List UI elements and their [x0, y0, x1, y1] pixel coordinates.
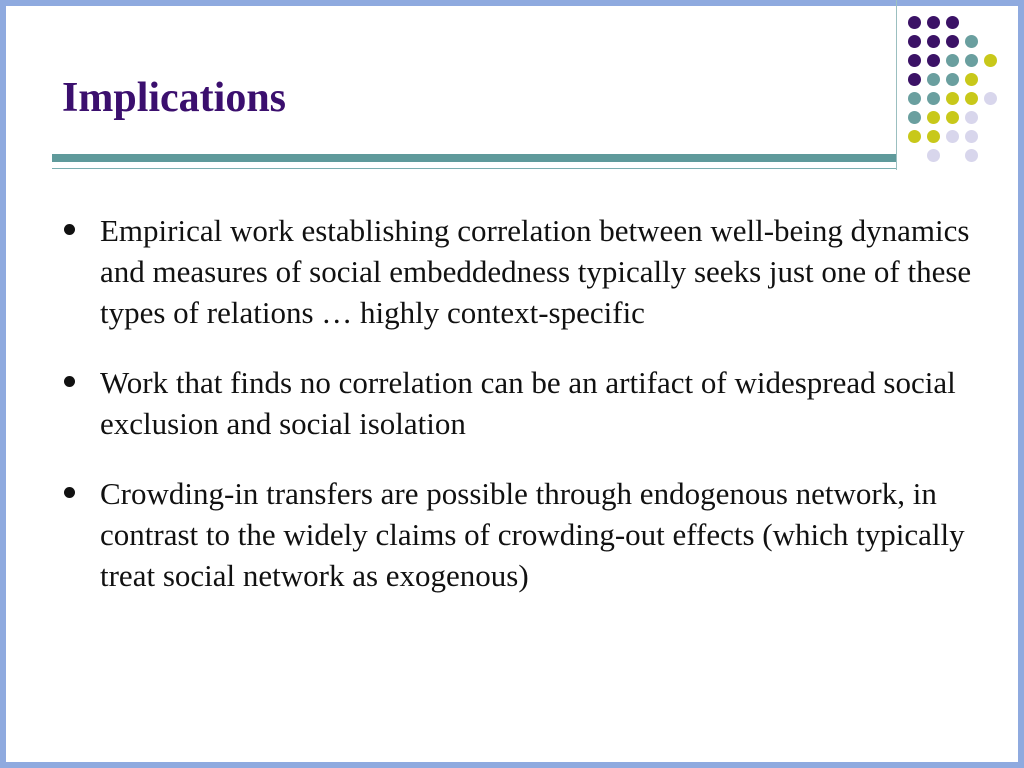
slide-title: Implications	[62, 75, 287, 121]
decor-dot	[908, 130, 921, 143]
decor-dot	[946, 92, 959, 105]
decor-dot	[908, 35, 921, 48]
bullet-dot-icon	[64, 487, 75, 498]
decor-dot	[946, 54, 959, 67]
decor-dot	[927, 73, 940, 86]
decor-dot	[908, 16, 921, 29]
decor-dot	[946, 130, 959, 143]
bullet-dot-icon	[64, 224, 75, 235]
decor-dot	[984, 92, 997, 105]
decor-dot	[927, 130, 940, 143]
decor-dot	[965, 130, 978, 143]
decor-dot	[908, 111, 921, 124]
bullet-text: Crowding-in transfers are possible through endogenous network, in contrast to the widely claims of crowding-out effects (which typically treat social network as exogenous)	[100, 476, 965, 593]
decor-dot	[965, 35, 978, 48]
bullet-list	[62, 210, 982, 625]
decor-dot	[927, 35, 940, 48]
decor-dot	[927, 111, 940, 124]
decor-dot	[984, 54, 997, 67]
decor-dot	[946, 111, 959, 124]
decor-dot	[965, 92, 978, 105]
decor-dot	[965, 54, 978, 67]
decor-dot	[908, 92, 921, 105]
decor-dot	[965, 111, 978, 124]
bullet-dot-icon	[64, 376, 75, 387]
dot-grid-icon	[900, 8, 1020, 168]
bullet-item	[62, 473, 982, 596]
decor-dot	[965, 73, 978, 86]
decor-dot	[927, 54, 940, 67]
bullet-item	[62, 362, 982, 444]
title-underline-thick	[52, 154, 896, 162]
decor-dot	[946, 73, 959, 86]
title-underline-thin	[52, 168, 896, 169]
decor-dot	[908, 54, 921, 67]
decor-dot	[946, 16, 959, 29]
bullet-text: Empirical work establishing correlation between well-being dynamics and measures of social embeddedness typically seeks just one of these types of relations … highly context-specific	[100, 213, 972, 330]
corner-divider-line	[896, 0, 897, 170]
decor-dot	[946, 35, 959, 48]
decor-dot	[927, 92, 940, 105]
decor-dot	[927, 149, 940, 162]
bullet-text: Work that finds no correlation can be an artifact of widespread social exclusion and social isolation	[100, 365, 956, 441]
decor-dot	[965, 149, 978, 162]
decor-dot	[927, 16, 940, 29]
decor-dot	[908, 73, 921, 86]
bullet-item	[62, 210, 982, 333]
